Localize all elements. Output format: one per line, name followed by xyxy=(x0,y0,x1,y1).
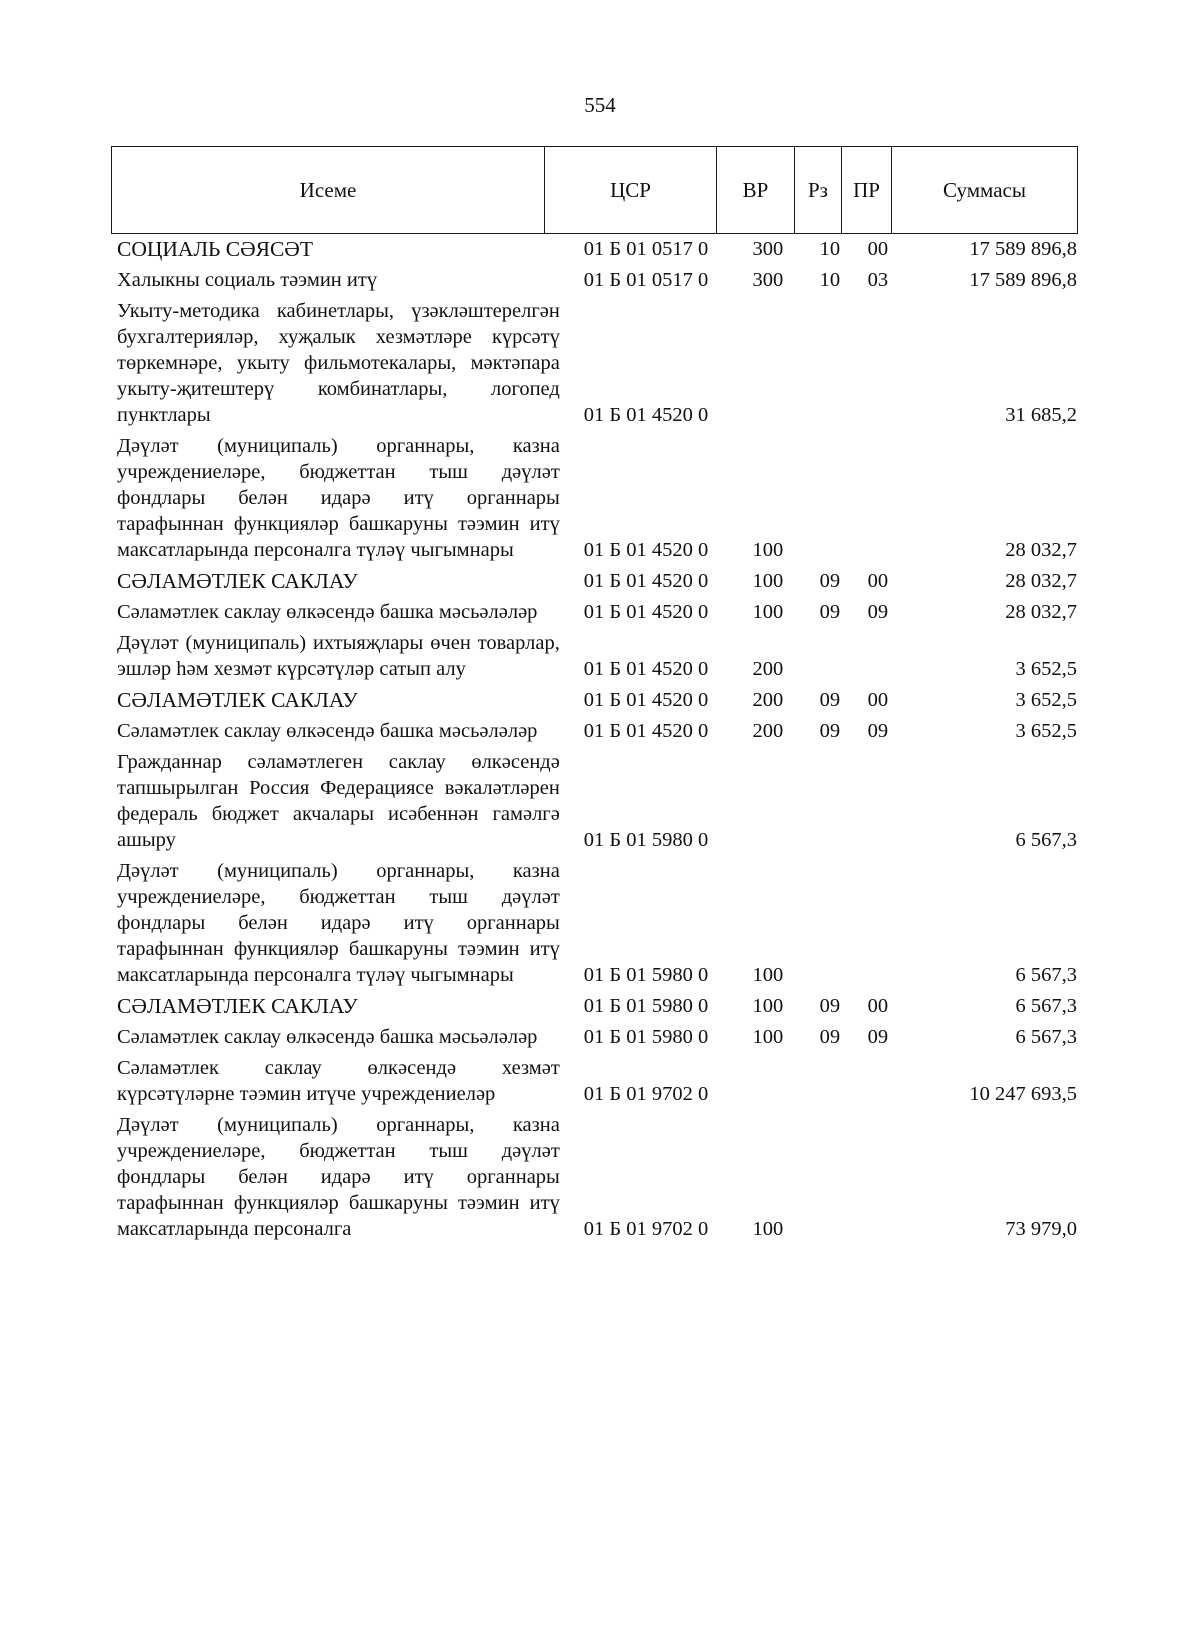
row-sum: 3 652,5 xyxy=(1015,689,1077,711)
header-vr: ВР xyxy=(717,147,795,234)
row-vr: 100 xyxy=(752,601,784,623)
row-pr: 00 xyxy=(867,570,889,592)
row-sum: 6 567,3 xyxy=(1015,964,1077,986)
row-name: СӘЛАМӘТЛЕК САКЛАУ xyxy=(117,994,358,1018)
row-sum: 17 589 896,8 xyxy=(969,269,1077,291)
row-sum: 31 685,2 xyxy=(1005,404,1077,426)
row-sum: 6 567,3 xyxy=(1015,995,1077,1017)
table-header xyxy=(111,146,1078,234)
row-name: Дәүләт (муниципаль) органнары, казна учреждениеләре, бюджеттан тыш дәүләт фондлары белән идарә итү органнары тарафыннан функцияләр башкаруны тәэмин итү максатларында персоналга түләү чыгымнары xyxy=(117,860,560,986)
row-sum: 73 979,0 xyxy=(1005,1218,1077,1240)
row-sum: 6 567,3 xyxy=(1015,829,1077,851)
row-sum: 3 652,5 xyxy=(1015,720,1077,742)
row-csr: 01 Б 01 9702 0 xyxy=(583,1218,709,1240)
header-sum: Суммасы xyxy=(892,147,1078,234)
table-row xyxy=(111,568,1077,594)
header-pr: ПР xyxy=(842,147,892,234)
header-name: Исеме xyxy=(112,147,545,234)
row-pr: 09 xyxy=(867,1026,889,1048)
row-name: Гражданнар сәламәтлеген саклау өлкәсендә тапшырылган Россия Федерациясе вәкаләтләрен федераль бюджет акчалары исәбеннән гамәлгә ашыру xyxy=(117,751,560,851)
table-body xyxy=(111,236,1077,1247)
row-csr: 01 Б 01 5980 0 xyxy=(583,1026,709,1048)
row-name: Халыкны социаль тәэмин итү xyxy=(117,269,378,291)
row-pr: 03 xyxy=(867,269,889,291)
row-csr: 01 Б 01 5980 0 xyxy=(583,829,709,851)
row-vr: 200 xyxy=(752,658,784,680)
row-vr: 300 xyxy=(752,238,784,260)
row-sum: 28 032,7 xyxy=(1005,601,1077,623)
table-row xyxy=(111,599,1077,625)
row-pr: 00 xyxy=(867,238,889,260)
row-name: Сәламәтлек саклау өлкәсендә башка мәсьәләләр xyxy=(117,601,538,623)
table-row xyxy=(111,1112,1077,1242)
table-row xyxy=(111,993,1077,1019)
row-sum: 6 567,3 xyxy=(1015,1026,1077,1048)
row-csr: 01 Б 01 0517 0 xyxy=(583,238,709,260)
row-vr: 200 xyxy=(752,720,784,742)
table-row xyxy=(111,858,1077,988)
row-vr: 300 xyxy=(752,269,784,291)
row-rz: 10 xyxy=(819,269,841,291)
row-csr: 01 Б 01 4520 0 xyxy=(583,539,709,561)
row-name: Сәламәтлек саклау өлкәсендә хезмәт күрсәтүләрне тәэмин итүче учреждениеләр xyxy=(117,1057,560,1105)
table-row xyxy=(111,749,1077,853)
table-row xyxy=(111,687,1077,713)
row-csr: 01 Б 01 4520 0 xyxy=(583,658,709,680)
row-sum: 28 032,7 xyxy=(1005,570,1077,592)
row-pr: 00 xyxy=(867,995,889,1017)
row-vr: 100 xyxy=(752,1218,784,1240)
row-rz: 09 xyxy=(819,601,841,623)
row-csr: 01 Б 01 4520 0 xyxy=(583,601,709,623)
table-row xyxy=(111,267,1077,293)
row-csr: 01 Б 01 4520 0 xyxy=(583,404,709,426)
row-name: Дәүләт (муниципаль) органнары, казна учреждениеләре, бюджеттан тыш дәүләт фондлары белән идарә итү органнары тарафыннан функцияләр башкаруны тәэмин итү максатларында персоналга xyxy=(117,1114,560,1240)
row-rz: 09 xyxy=(819,1026,841,1048)
row-name: Дәүләт (муниципаль) органнары, казна учреждениеләре, бюджеттан тыш дәүләт фондлары белән идарә итү органнары тарафыннан функцияләр башкаруны тәэмин итү максатларында персоналга түләү чыгымнары xyxy=(117,435,560,561)
row-pr: 09 xyxy=(867,601,889,623)
row-name: СӘЛАМӘТЛЕК САКЛАУ xyxy=(117,688,358,712)
table-row xyxy=(111,1055,1077,1107)
table-row xyxy=(111,1024,1077,1050)
row-sum: 17 589 896,8 xyxy=(969,238,1077,260)
row-name: СОЦИАЛЬ СӘЯСӘТ xyxy=(117,237,313,261)
row-vr: 100 xyxy=(752,570,784,592)
row-vr: 100 xyxy=(752,964,784,986)
row-rz: 10 xyxy=(819,238,841,260)
table-row xyxy=(111,630,1077,682)
row-name: Сәламәтлек саклау өлкәсендә башка мәсьәләләр xyxy=(117,720,538,742)
row-name: Укыту-методика кабинетлары, үзәкләштерелгән бухгалтерияләр, хуҗалык хезмәтләре күрсәтү төркемнәре, укыту фильмотекалары, мәктәпара укыту-җитештерү комбинатлары, логопед пунктлары xyxy=(117,300,560,426)
row-sum: 28 032,7 xyxy=(1005,539,1077,561)
row-csr: 01 Б 01 4520 0 xyxy=(583,720,709,742)
page-number: 554 xyxy=(584,93,616,117)
row-rz: 09 xyxy=(819,995,841,1017)
row-csr: 01 Б 01 5980 0 xyxy=(583,995,709,1017)
row-sum: 3 652,5 xyxy=(1015,658,1077,680)
row-csr: 01 Б 01 9702 0 xyxy=(583,1083,709,1105)
row-name: СӘЛАМӘТЛЕК САКЛАУ xyxy=(117,569,358,593)
row-csr: 01 Б 01 4520 0 xyxy=(583,570,709,592)
row-vr: 100 xyxy=(752,1026,784,1048)
row-csr: 01 Б 01 4520 0 xyxy=(583,689,709,711)
table-row xyxy=(111,433,1077,563)
row-pr: 09 xyxy=(867,720,889,742)
row-name: Сәламәтлек саклау өлкәсендә башка мәсьәләләр xyxy=(117,1026,538,1048)
row-vr: 100 xyxy=(752,539,784,561)
table-row xyxy=(111,298,1077,428)
table-row xyxy=(111,236,1077,262)
row-name: Дәүләт (муниципаль) ихтыяҗлары өчен товарлар, эшләр һәм хезмәт күрсәтүләр сатып алу xyxy=(117,632,560,680)
row-rz: 09 xyxy=(819,689,841,711)
row-pr: 00 xyxy=(867,689,889,711)
row-sum: 10 247 693,5 xyxy=(969,1083,1077,1105)
row-vr: 100 xyxy=(752,995,784,1017)
header-csr: ЦСР xyxy=(545,147,717,234)
table-row xyxy=(111,718,1077,744)
row-vr: 200 xyxy=(752,689,784,711)
row-rz: 09 xyxy=(819,570,841,592)
row-csr: 01 Б 01 0517 0 xyxy=(583,269,709,291)
row-rz: 09 xyxy=(819,720,841,742)
row-csr: 01 Б 01 5980 0 xyxy=(583,964,709,986)
header-rz: Рз xyxy=(795,147,842,234)
